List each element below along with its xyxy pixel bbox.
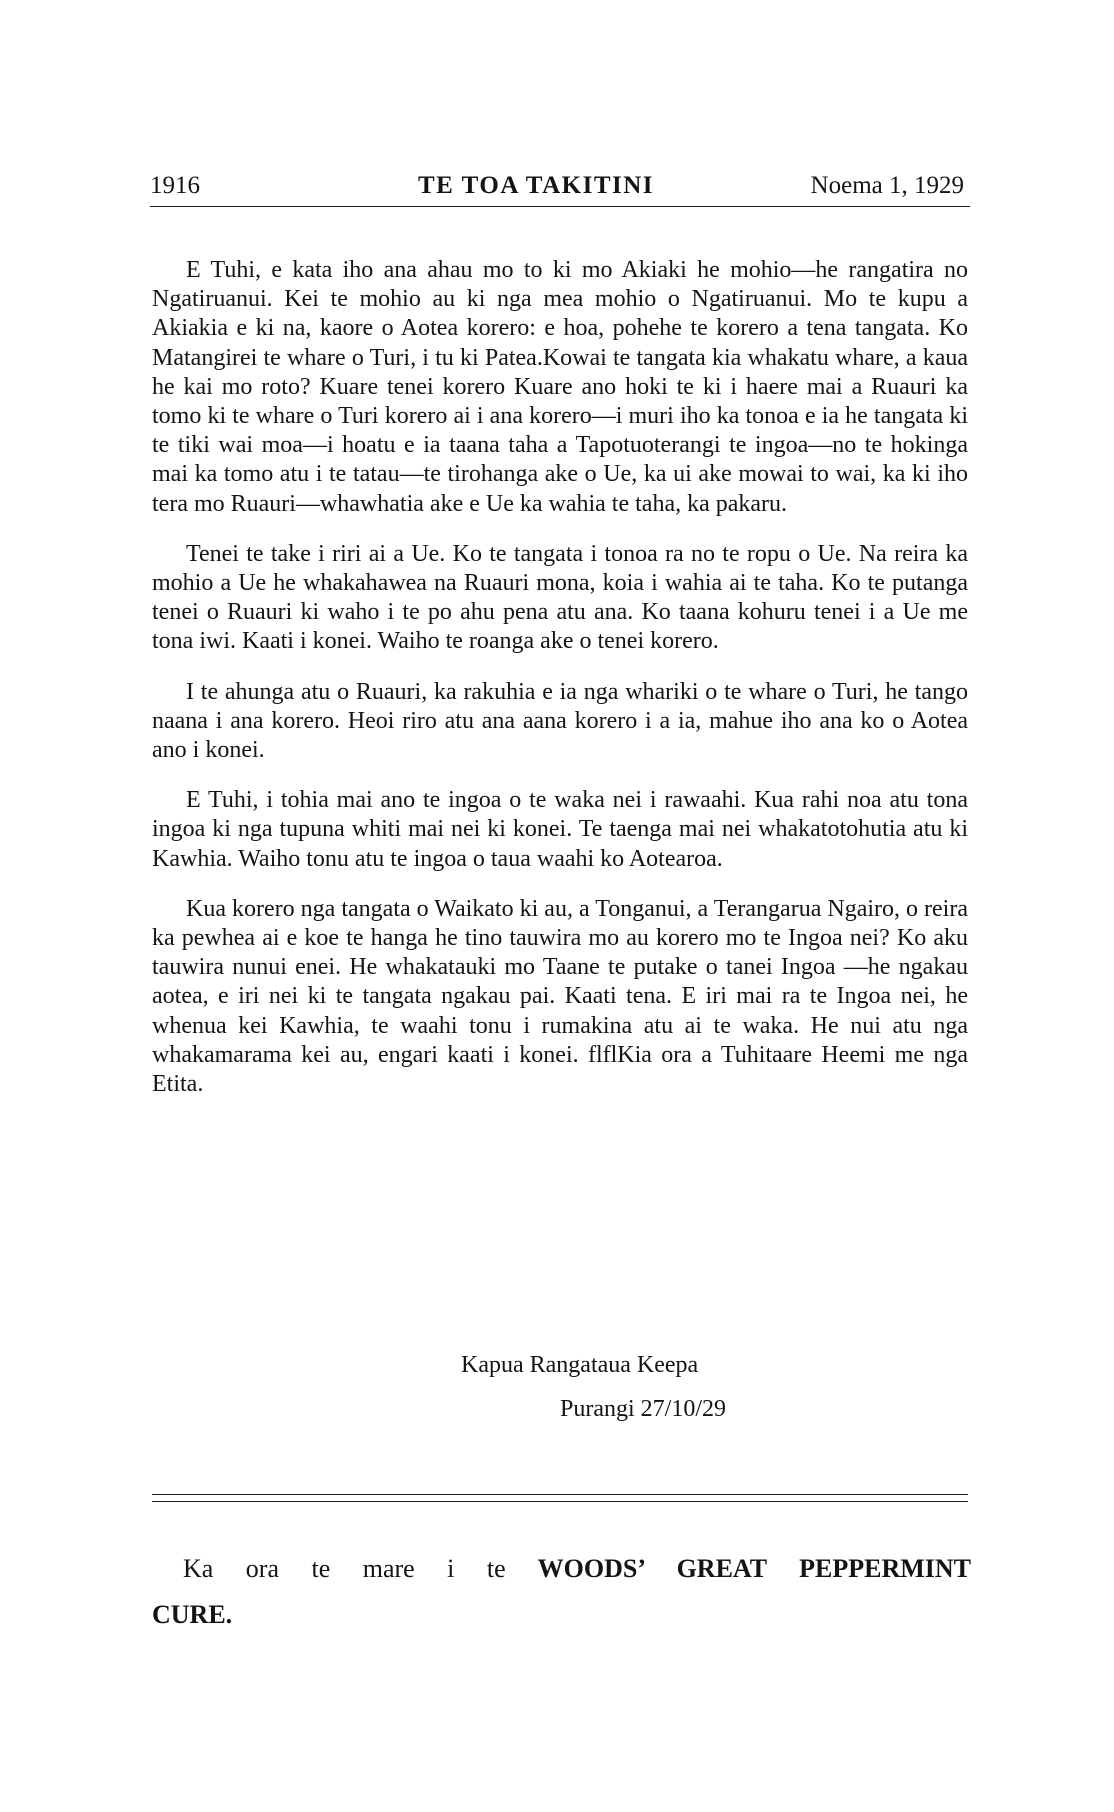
advert-tail: CURE. bbox=[152, 1600, 233, 1629]
running-header bbox=[150, 172, 970, 208]
page-number: 1916 bbox=[150, 172, 200, 199]
signature-name: Kapua Rangataua Keepa bbox=[461, 1352, 699, 1378]
letter-paragraph: E Tuhi, e kata iho ana ahau mo to ki mo Akiaki he mohio—he rangatira no Ngatiruanui. Kei te mohio au ki nga mea mohio o Ngatiruanui. Mo te kupu a Akiakia e ki na, kaore o Aotea korero: e hoa, pohehe te korero a tena tangata. Ko Matangirei te whare o Turi, i tu ki Patea.Kowai te tangata kia whakatu whare, a kaua he kai mo roto? Kuare tenei korero Kuare ano hoki te ki i haere mai a Ruauri ka tomo ki te whare o Turi korero ai i ana korero—i muri iho ka tonoa e ia he tangata ki te tiki wai moa—i hoatu e ia taana taha a Tapotuoterangi te ingoa—no te hokinga mai ka tomo atu i te tatau—te tirohanga ake o Ue, ka ui ake mowai to wai, ka ki iho tera mo Ruauri—whawhatia ake e Ue ka wahia te taha, ka pakaru. bbox=[152, 257, 968, 517]
advert-product: WOODS’ GREAT PEPPERMINT bbox=[537, 1554, 971, 1583]
letter-paragraph: I te ahunga atu o Ruauri, ka rakuhia e ia nga whariki o te whare o Turi, he tango naana i ana korero. Heoi riro atu ana aana korero i a ia, mahue iho ana ko o Aotea ano i konei. bbox=[152, 678, 968, 764]
letter-paragraph: Kua korero nga tangata o Waikato ki au, a Tonganui, a Terangarua Ngairo, o reira ka pewhea ai e koe te hanga he tino tauwira mo au korero mo te Ingoa nei? Ko aku tauwira nunui enei. He whakatauki mo Taane te putake o tanei Ingoa —he ngakau aotea, e iri nei ki te tangata ngakau pai. Kaati tena. E iri mai ra te Ingoa nei, he whenua kei Kawhia, te waahi tonu i rumakina atu ai te waka. He nui atu nga whakamarama kei au, engari kaati i konei. flflKia ora a Tuhitaare Heemi me nga Etita. bbox=[152, 895, 968, 1098]
advert-lead: Ka ora te mare i te bbox=[183, 1554, 506, 1583]
letter-body bbox=[152, 256, 968, 1120]
advertisement bbox=[183, 1546, 971, 1592]
double-rule-divider bbox=[152, 1494, 968, 1502]
letter-paragraph: E Tuhi, i tohia mai ano te ingoa o te waka nei i rawaahi. Kua rahi noa atu tona ingoa ki nga tupuna whiti mai nei ki konei. Te taenga mai nei whakatotohutia atu ki Kawhia. Waiho tonu atu te ingoa o taua waahi ko Aotearoa. bbox=[152, 787, 968, 872]
newspaper-title: TE TOA TAKITINI bbox=[418, 172, 655, 199]
issue-date: Noema 1, 1929 bbox=[810, 172, 964, 199]
header-rule bbox=[150, 206, 970, 207]
letter-paragraph: Tenei te take i riri ai a Ue. Ko te tangata i tonoa ra no te ropu o Ue. Na reira ka mohio a Ue he whakahawea na Ruauri mona, koia i wahia ai te taha. Ko te putanga tenei o Ruauri ki waho i te po ahu pena atu ana. Ko taana kohuru tenei i a Ue me tona iwi. Kaati i konei. Waiho te roanga ake o tenei korero. bbox=[152, 540, 968, 655]
signature-place-date: Purangi 27/10/29 bbox=[560, 1396, 726, 1422]
